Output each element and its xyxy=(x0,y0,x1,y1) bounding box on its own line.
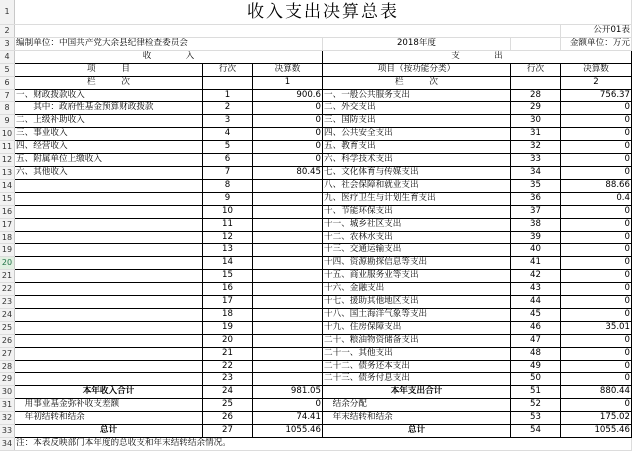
sheet-row xyxy=(0,63,632,76)
expense-item[interactable]: 十四、资源勘探信息等支出 xyxy=(323,257,511,270)
expense-amount[interactable]: 0 xyxy=(561,373,632,386)
row-header[interactable]: 18 xyxy=(0,231,15,244)
income-seq[interactable]: 22 xyxy=(203,360,253,373)
sheet-row xyxy=(0,373,632,386)
income-seq[interactable]: 26 xyxy=(203,412,253,425)
income-seq[interactable]: 24 xyxy=(203,386,253,399)
income-seq[interactable]: 3 xyxy=(203,115,253,128)
income-seq[interactable]: 23 xyxy=(203,373,253,386)
expense-seq[interactable]: 44 xyxy=(511,296,561,309)
expense-amount[interactable]: 0 xyxy=(561,102,632,115)
row-header[interactable]: 3 xyxy=(0,37,15,50)
income-total-label[interactable]: 总计 xyxy=(15,425,203,438)
expense-amount[interactable]: 0 xyxy=(561,334,632,347)
expense-amount[interactable]: 35.01 xyxy=(561,321,632,334)
expense-item[interactable]: 六、科学技术支出 xyxy=(323,154,511,167)
expense-amount[interactable]: 756.37 xyxy=(561,89,632,102)
expense-seq[interactable]: 33 xyxy=(511,154,561,167)
expense-seq[interactable]: 53 xyxy=(511,412,561,425)
sheet-row xyxy=(0,128,632,141)
row-header[interactable]: 22 xyxy=(0,283,15,296)
expense-item[interactable]: 八、社会保障和就业支出 xyxy=(323,179,511,192)
expense-amount[interactable]: 0 xyxy=(561,360,632,373)
income-seq[interactable]: 16 xyxy=(203,283,253,296)
income-seq[interactable]: 10 xyxy=(203,205,253,218)
expense-item[interactable]: 十八、国土海洋气象等支出 xyxy=(323,308,511,321)
row-header[interactable]: 14 xyxy=(0,179,15,192)
sheet-row xyxy=(0,25,632,38)
income-amount[interactable] xyxy=(253,244,323,257)
sheet-row xyxy=(0,321,632,334)
income-seq[interactable]: 2 xyxy=(203,102,253,115)
sheet-row xyxy=(0,270,632,283)
expense-item[interactable]: 二十三、债务付息支出 xyxy=(323,373,511,386)
expense-total-label[interactable]: 年末结转和结余 xyxy=(323,412,511,425)
income-amount[interactable] xyxy=(253,218,323,231)
sheet-row xyxy=(0,37,632,50)
income-total-amount[interactable]: 0 xyxy=(253,399,323,412)
row-header[interactable]: 30 xyxy=(0,386,15,399)
expense-amount[interactable]: 0 xyxy=(561,347,632,360)
expense-seq[interactable]: 32 xyxy=(511,141,561,154)
report-title[interactable]: 收入支出决算总表 xyxy=(15,0,632,25)
sheet-row xyxy=(0,438,632,451)
income-item[interactable]: 其中：政府性基金预算财政拨款 xyxy=(15,102,203,115)
expense-seq[interactable]: 39 xyxy=(511,231,561,244)
row-header[interactable]: 21 xyxy=(0,270,15,283)
sheet-row xyxy=(0,179,632,192)
expense-seq[interactable]: 28 xyxy=(511,89,561,102)
sheet-row xyxy=(0,257,632,270)
income-item[interactable] xyxy=(15,244,203,257)
income-amount[interactable] xyxy=(253,373,323,386)
income-amount[interactable] xyxy=(253,192,323,205)
sheet-row xyxy=(0,412,632,425)
expense-amount[interactable]: 0 xyxy=(561,205,632,218)
sheet-row xyxy=(0,76,632,89)
expense-seq[interactable]: 54 xyxy=(511,425,561,438)
sheet-row xyxy=(0,218,632,231)
row-header[interactable]: 5 xyxy=(0,63,15,76)
blank-cell[interactable] xyxy=(511,76,561,89)
expense-seq[interactable]: 40 xyxy=(511,244,561,257)
income-seq[interactable]: 27 xyxy=(203,425,253,438)
income-seq[interactable]: 1 xyxy=(203,89,253,102)
col-number[interactable]: 2 xyxy=(561,76,632,89)
row-header[interactable]: 12 xyxy=(0,154,15,167)
col-seq[interactable]: 行次 xyxy=(203,63,253,76)
income-item[interactable] xyxy=(15,334,203,347)
expense-seq[interactable]: 36 xyxy=(511,192,561,205)
income-amount[interactable] xyxy=(253,205,323,218)
income-total-label[interactable]: 用事业基金弥补收支差额 xyxy=(15,399,203,412)
income-item[interactable]: 一、财政拨款收入 xyxy=(15,89,203,102)
expense-seq[interactable]: 45 xyxy=(511,308,561,321)
expense-seq[interactable]: 46 xyxy=(511,321,561,334)
income-item[interactable] xyxy=(15,296,203,309)
income-header[interactable]: 收 入 xyxy=(15,50,323,63)
row-header[interactable]: 28 xyxy=(0,360,15,373)
expense-seq[interactable]: 51 xyxy=(511,386,561,399)
income-item[interactable] xyxy=(15,373,203,386)
expense-total-amount[interactable]: 0 xyxy=(561,399,632,412)
income-item[interactable] xyxy=(15,308,203,321)
expense-seq[interactable]: 31 xyxy=(511,128,561,141)
row-header[interactable]: 27 xyxy=(0,347,15,360)
sheet-row xyxy=(0,0,632,25)
expense-item[interactable]: 五、教育支出 xyxy=(323,141,511,154)
col-item[interactable]: 项 目 xyxy=(15,63,203,76)
income-item[interactable] xyxy=(15,231,203,244)
row-header[interactable]: 33 xyxy=(0,425,15,438)
expense-item[interactable]: 七、文化体育与传媒支出 xyxy=(323,166,511,179)
expense-total-amount[interactable]: 880.44 xyxy=(561,386,632,399)
income-item[interactable] xyxy=(15,218,203,231)
expense-amount[interactable]: 0 xyxy=(561,308,632,321)
expense-item[interactable]: 二、外交支出 xyxy=(323,102,511,115)
row-header[interactable]: 9 xyxy=(0,115,15,128)
income-amount[interactable]: 0 xyxy=(253,102,323,115)
income-amount[interactable] xyxy=(253,270,323,283)
expense-amount[interactable]: 0 xyxy=(561,128,632,141)
col-amount[interactable]: 决算数 xyxy=(253,63,323,76)
sheet-row xyxy=(0,154,632,167)
sheet-row xyxy=(0,205,632,218)
expense-item[interactable]: 十五、商业服务业等支出 xyxy=(323,270,511,283)
income-seq[interactable]: 12 xyxy=(203,231,253,244)
sheet-row xyxy=(0,141,632,154)
expense-item[interactable]: 二十、粮油物资储备支出 xyxy=(323,334,511,347)
expense-item[interactable]: 二十一、其他支出 xyxy=(323,347,511,360)
expense-item[interactable]: 二十二、债务还本支出 xyxy=(323,360,511,373)
income-item[interactable] xyxy=(15,347,203,360)
income-item[interactable] xyxy=(15,321,203,334)
income-item[interactable]: 三、事业收入 xyxy=(15,128,203,141)
sheet-row xyxy=(0,102,632,115)
income-total-label[interactable]: 年初结转和结余 xyxy=(15,412,203,425)
income-seq[interactable]: 18 xyxy=(203,308,253,321)
expense-seq[interactable]: 29 xyxy=(511,102,561,115)
income-seq[interactable]: 20 xyxy=(203,334,253,347)
income-amount[interactable]: 900.6 xyxy=(253,89,323,102)
sheet-row xyxy=(0,115,632,128)
expense-seq[interactable]: 35 xyxy=(511,179,561,192)
income-item[interactable] xyxy=(15,360,203,373)
income-seq[interactable]: 19 xyxy=(203,321,253,334)
expense-amount[interactable]: 0 xyxy=(561,154,632,167)
row-header[interactable]: 24 xyxy=(0,308,15,321)
money-unit[interactable]: 金额单位：万元 xyxy=(561,37,632,50)
expense-seq[interactable]: 42 xyxy=(511,270,561,283)
row-header[interactable]: 17 xyxy=(0,218,15,231)
expense-amount[interactable]: 0 xyxy=(561,218,632,231)
income-item[interactable] xyxy=(15,270,203,283)
row-header[interactable]: 4 xyxy=(0,50,15,63)
expense-item[interactable]: 十三、交通运输支出 xyxy=(323,244,511,257)
row-header[interactable]: 19 xyxy=(0,244,15,257)
expense-seq[interactable]: 47 xyxy=(511,334,561,347)
sheet-row xyxy=(0,347,632,360)
income-seq[interactable]: 21 xyxy=(203,347,253,360)
expense-total-label[interactable]: 结余分配 xyxy=(323,399,511,412)
income-item[interactable]: 四、经营收入 xyxy=(15,141,203,154)
sheet-row xyxy=(0,231,632,244)
expense-seq[interactable]: 48 xyxy=(511,347,561,360)
expense-amount[interactable]: 0 xyxy=(561,141,632,154)
row-header[interactable]: 34 xyxy=(0,438,15,451)
expense-total-amount[interactable]: 1055.46 xyxy=(561,425,632,438)
expense-item[interactable]: 一、一般公共服务支出 xyxy=(323,89,511,102)
income-seq[interactable]: 5 xyxy=(203,141,253,154)
income-item[interactable] xyxy=(15,205,203,218)
income-amount[interactable] xyxy=(253,231,323,244)
expense-item[interactable]: 九、医疗卫生与计划生育支出 xyxy=(323,192,511,205)
row-header[interactable]: 32 xyxy=(0,412,15,425)
year-label[interactable]: 2018年度 xyxy=(323,37,511,50)
col-seq[interactable]: 行次 xyxy=(511,63,561,76)
blank-cell[interactable] xyxy=(203,76,253,89)
expense-item[interactable]: 十七、援助其他地区支出 xyxy=(323,296,511,309)
expense-item[interactable]: 十一、城乡社区支出 xyxy=(323,218,511,231)
sheet-row xyxy=(0,89,632,102)
expense-amount[interactable]: 0 xyxy=(561,296,632,309)
sheet-row xyxy=(0,360,632,373)
expense-amount[interactable]: 0 xyxy=(561,115,632,128)
income-amount[interactable]: 0 xyxy=(253,115,323,128)
income-item[interactable] xyxy=(15,192,203,205)
row-header[interactable]: 25 xyxy=(0,321,15,334)
expense-total-label[interactable]: 总计 xyxy=(323,425,511,438)
expense-amount[interactable]: 0 xyxy=(561,244,632,257)
expense-item[interactable]: 三、国防支出 xyxy=(323,115,511,128)
form-number[interactable]: 公开01表 xyxy=(561,25,632,38)
expense-seq[interactable]: 43 xyxy=(511,283,561,296)
income-total-amount[interactable]: 981.05 xyxy=(253,386,323,399)
income-amount[interactable] xyxy=(253,321,323,334)
expense-seq[interactable]: 50 xyxy=(511,373,561,386)
expense-item[interactable]: 十九、住房保障支出 xyxy=(323,321,511,334)
income-total-label[interactable]: 本年收入合计 xyxy=(15,386,203,399)
income-item[interactable] xyxy=(15,283,203,296)
blank-cell[interactable] xyxy=(511,37,561,50)
income-total-amount[interactable]: 1055.46 xyxy=(253,425,323,438)
sheet-row xyxy=(0,50,632,63)
expense-item[interactable]: 四、公共安全支出 xyxy=(323,128,511,141)
row-header[interactable]: 6 xyxy=(0,76,15,89)
expense-seq[interactable]: 37 xyxy=(511,205,561,218)
expense-item[interactable]: 十六、金融支出 xyxy=(323,283,511,296)
expense-seq[interactable]: 41 xyxy=(511,257,561,270)
row-header[interactable]: 26 xyxy=(0,334,15,347)
income-seq[interactable]: 15 xyxy=(203,270,253,283)
row-header[interactable]: 29 xyxy=(0,373,15,386)
sheet-row xyxy=(0,425,632,438)
sheet-row xyxy=(0,296,632,309)
sheet-row xyxy=(0,334,632,347)
row-header[interactable]: 7 xyxy=(0,89,15,102)
expense-seq[interactable]: 52 xyxy=(511,399,561,412)
income-amount[interactable]: 0 xyxy=(253,154,323,167)
row-header[interactable]: 20 xyxy=(0,257,15,270)
row-header[interactable]: 16 xyxy=(0,205,15,218)
blank-cell[interactable] xyxy=(15,25,561,38)
col-number[interactable]: 1 xyxy=(253,76,323,89)
sheet-row xyxy=(0,244,632,257)
expense-seq[interactable]: 30 xyxy=(511,115,561,128)
row-header[interactable]: 13 xyxy=(0,166,15,179)
expense-total-amount[interactable]: 175.02 xyxy=(561,412,632,425)
income-seq[interactable]: 9 xyxy=(203,192,253,205)
col-amount[interactable]: 决算数 xyxy=(561,63,632,76)
income-item[interactable]: 二、上级补助收入 xyxy=(15,115,203,128)
expense-amount[interactable]: 0 xyxy=(561,231,632,244)
income-amount[interactable] xyxy=(253,308,323,321)
expense-header[interactable]: 支 出 xyxy=(323,50,632,63)
income-item[interactable]: 五、附属单位上缴收入 xyxy=(15,154,203,167)
income-seq[interactable]: 14 xyxy=(203,257,253,270)
sheet-row xyxy=(0,308,632,321)
row-header[interactable]: 10 xyxy=(0,128,15,141)
expense-amount[interactable]: 0 xyxy=(561,257,632,270)
row-header[interactable]: 8 xyxy=(0,102,15,115)
income-total-amount[interactable]: 74.41 xyxy=(253,412,323,425)
expense-amount[interactable]: 88.66 xyxy=(561,179,632,192)
income-amount[interactable]: 0 xyxy=(253,128,323,141)
row-header[interactable]: 23 xyxy=(0,296,15,309)
expense-total-label[interactable]: 本年支出合计 xyxy=(323,386,511,399)
income-amount[interactable]: 0 xyxy=(253,141,323,154)
row-header[interactable]: 11 xyxy=(0,141,15,154)
income-item[interactable] xyxy=(15,179,203,192)
income-amount[interactable] xyxy=(253,283,323,296)
income-seq[interactable]: 4 xyxy=(203,128,253,141)
unit-label[interactable]: 编制单位：中国共产党大余县纪律检查委员会 xyxy=(15,37,323,50)
income-amount[interactable] xyxy=(253,257,323,270)
row-header[interactable]: 2 xyxy=(0,25,15,38)
col-label[interactable]: 栏 次 xyxy=(15,76,203,89)
income-amount[interactable] xyxy=(253,179,323,192)
income-item[interactable]: 六、其他收入 xyxy=(15,166,203,179)
income-seq[interactable]: 17 xyxy=(203,296,253,309)
income-seq[interactable]: 25 xyxy=(203,399,253,412)
expense-seq[interactable]: 49 xyxy=(511,360,561,373)
col-item-func[interactable]: 项目（按功能分类） xyxy=(323,63,511,76)
sheet-row xyxy=(0,166,632,179)
income-seq[interactable]: 11 xyxy=(203,218,253,231)
sheet-row xyxy=(0,399,632,412)
expense-item[interactable]: 十、节能环保支出 xyxy=(323,205,511,218)
income-amount[interactable]: 80.45 xyxy=(253,166,323,179)
sheet-row xyxy=(0,283,632,296)
expense-item[interactable]: 十二、农林水支出 xyxy=(323,231,511,244)
income-amount[interactable] xyxy=(253,334,323,347)
income-seq[interactable]: 13 xyxy=(203,244,253,257)
income-item[interactable] xyxy=(15,257,203,270)
income-seq[interactable]: 7 xyxy=(203,166,253,179)
expense-amount[interactable]: 0 xyxy=(561,270,632,283)
expense-amount[interactable]: 0.4 xyxy=(561,192,632,205)
footnote[interactable]: 注：本表反映部门本年度的总收支和年末结转结余情况。 xyxy=(15,438,632,451)
sheet-row xyxy=(0,192,632,205)
income-amount[interactable] xyxy=(253,347,323,360)
income-seq[interactable]: 8 xyxy=(203,179,253,192)
row-header[interactable]: 1 xyxy=(0,0,15,25)
expense-seq[interactable]: 38 xyxy=(511,218,561,231)
income-seq[interactable]: 6 xyxy=(203,154,253,167)
expense-amount[interactable]: 0 xyxy=(561,283,632,296)
expense-amount[interactable]: 0 xyxy=(561,166,632,179)
row-header[interactable]: 15 xyxy=(0,192,15,205)
sheet-row xyxy=(0,386,632,399)
expense-seq[interactable]: 34 xyxy=(511,166,561,179)
income-amount[interactable] xyxy=(253,360,323,373)
col-label[interactable]: 栏 次 xyxy=(323,76,511,89)
row-header[interactable]: 31 xyxy=(0,399,15,412)
income-amount[interactable] xyxy=(253,296,323,309)
